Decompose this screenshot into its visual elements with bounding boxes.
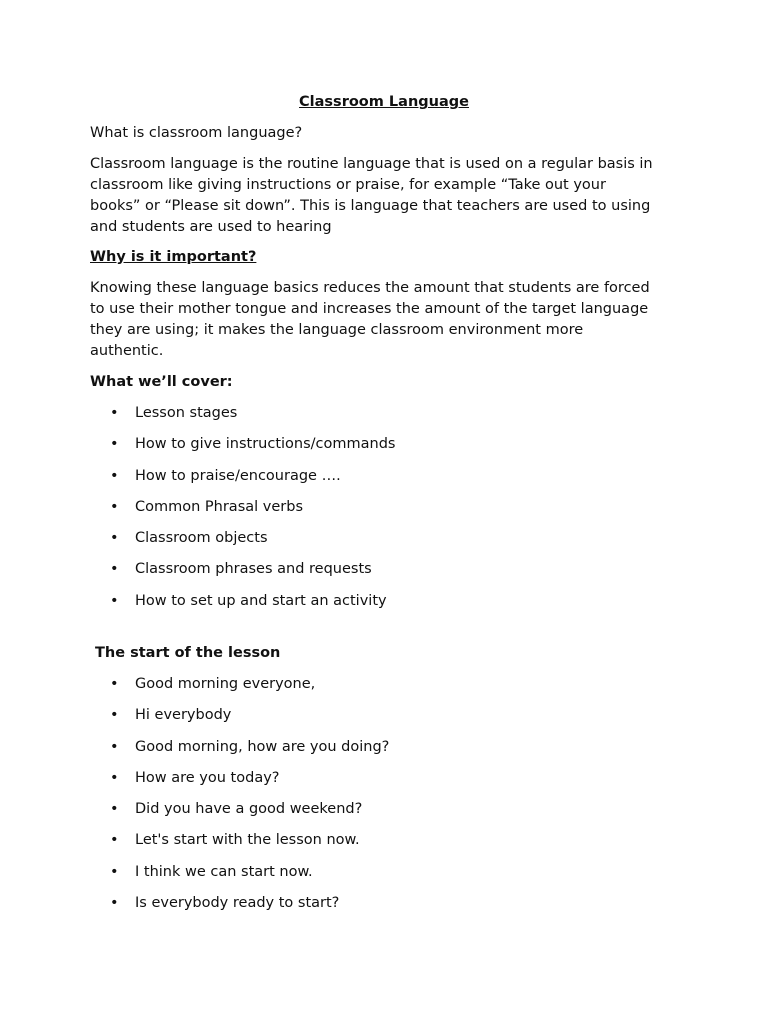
bullet-icon: • bbox=[110, 676, 119, 692]
importance-line: they are using; it makes the language classroom environment more bbox=[90, 322, 584, 338]
bullet-icon: • bbox=[110, 561, 119, 578]
list-item: • Good morning, how are you doing? bbox=[90, 737, 690, 768]
bullet-icon: • bbox=[110, 436, 119, 453]
start-list bbox=[90, 674, 690, 924]
bullet-icon: • bbox=[110, 405, 119, 421]
start-heading: The start of the lesson bbox=[95, 645, 281, 661]
definition-line: classroom like giving instructions or praise, for example “Take out your bbox=[90, 177, 606, 193]
definition-line: books” or “Please sit down”. This is language that teachers are used to using bbox=[90, 198, 651, 214]
list-item: • How to praise/encourage …. bbox=[90, 466, 690, 497]
list-item: • Common Phrasal verbs bbox=[90, 497, 690, 528]
importance-paragraph bbox=[90, 278, 690, 362]
definition-line: and students are used to hearing bbox=[90, 219, 332, 235]
list-item: • Classroom objects bbox=[90, 528, 690, 559]
importance-line: authentic. bbox=[90, 343, 164, 359]
bullet-icon: • bbox=[110, 707, 119, 724]
bullet-icon: • bbox=[110, 592, 119, 609]
list-item: • How to set up and start an activity bbox=[90, 591, 690, 622]
list-item: • Good morning everyone, bbox=[90, 674, 690, 705]
bullet-icon: • bbox=[110, 530, 119, 547]
cover-heading: What we’ll cover: bbox=[90, 374, 233, 390]
bullet-icon: • bbox=[110, 863, 119, 880]
question-text: What is classroom language? bbox=[90, 125, 303, 141]
importance-heading: Why is it important? bbox=[90, 249, 257, 265]
definition-paragraph bbox=[90, 154, 690, 238]
list-item: • Let's start with the lesson now. bbox=[90, 830, 690, 861]
bullet-icon: • bbox=[110, 467, 119, 484]
list-item: • How are you today? bbox=[90, 768, 690, 799]
page-title: Classroom Language bbox=[299, 94, 469, 110]
list-item: • I think we can start now. bbox=[90, 862, 690, 893]
importance-line: Knowing these language basics reduces the amount that students are forced bbox=[90, 280, 650, 296]
importance-line: to use their mother tongue and increases the amount of the target language bbox=[90, 301, 649, 317]
definition-line: Classroom language is the routine language that is used on a regular basis in bbox=[90, 156, 653, 172]
bullet-icon: • bbox=[110, 801, 119, 818]
cover-list bbox=[90, 403, 690, 622]
bullet-icon: • bbox=[110, 498, 119, 515]
list-item: • Lesson stages bbox=[90, 403, 690, 434]
bullet-icon: • bbox=[110, 895, 119, 912]
bullet-icon: • bbox=[110, 769, 119, 786]
list-item: • Did you have a good weekend? bbox=[90, 799, 690, 830]
bullet-icon: • bbox=[110, 738, 119, 755]
bullet-icon: • bbox=[110, 832, 119, 849]
list-item: • Hi everybody bbox=[90, 705, 690, 736]
list-item: • Is everybody ready to start? bbox=[90, 893, 690, 924]
list-item: • How to give instructions/commands bbox=[90, 434, 690, 465]
list-item: • Classroom phrases and requests bbox=[90, 559, 690, 590]
